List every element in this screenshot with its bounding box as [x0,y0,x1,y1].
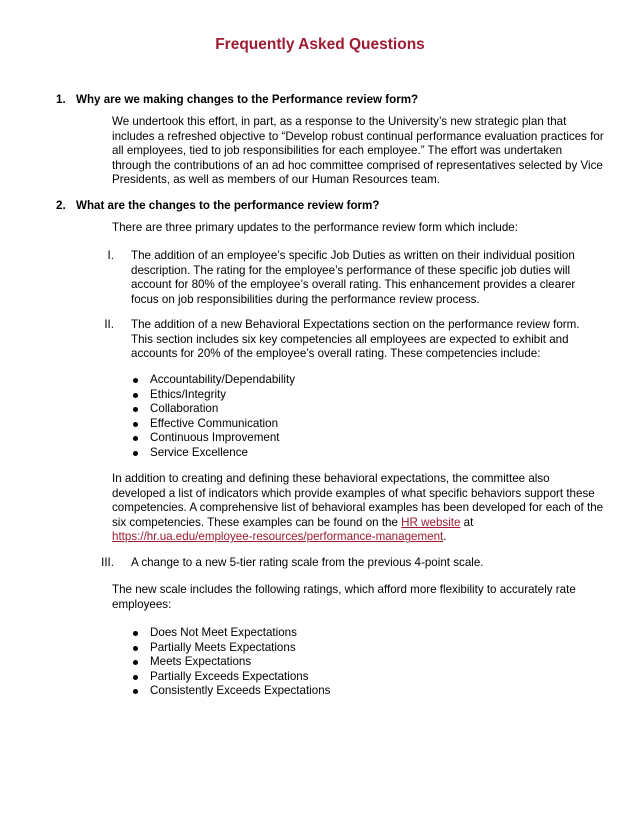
rating-scale-intro: The new scale includes the following ratings, which afford more flexibility to accurately rate employees: [112,583,576,611]
list-item: Partially Exceeds Expectations [130,670,330,685]
list-item: Continuous Improvement [130,431,295,446]
behavior-examples-paragraph [112,472,604,545]
list-item: Consistently Exceeds Expectations [130,684,330,699]
performance-management-url-link[interactable]: https://hr.ua.edu/employee-resources/performance-management [112,530,444,544]
question-1-heading [56,93,418,108]
list-item: Collaboration [130,402,295,417]
question-1-answer: We undertook this effort, in part, as a response to the University’s new strategic plan that includes a refreshed objective to “Develop robust continual performance evaluation practices for all employees, tied to job responsibilities for each employee.” The effort was undertaken through the contributions of an ad hoc committee comprised of representatives selected by Vice Presidents, as well as members of our Human Resources team. [112,115,604,187]
paragraph-text: In addition to creating and defining these behavioral expectations, the committee also developed a list of indicators which provide examples of what specific behaviors support these competencies. A comprehensive list of behavioral examples has been developed for each of the six competencies. These examples can be found on the [112,472,604,529]
roman-numeral: II. [104,318,114,331]
list-item: Service Excellence [130,446,295,461]
link-connector: at [460,515,474,529]
list-item: Meets Expectations [130,655,330,670]
competency-list [130,373,295,460]
update-text: A change to a new 5-tier rating scale from the previous 4-point scale. [131,556,484,569]
paragraph-end: . [443,530,447,544]
question-number: 1. [56,93,66,106]
update-text: The addition of a new Behavioral Expectations section on the performance review form. This section includes six key competencies all employees are expected to exhibit and accounts for 20% of the employee’s overall rating. These competencies include: [131,318,580,361]
roman-numeral: I. [107,249,114,262]
question-number: 2. [56,199,66,212]
list-item: Accountability/Dependability [130,373,295,388]
question-2-heading [56,199,379,214]
roman-numeral: III. [101,556,114,569]
list-item: Effective Communication [130,417,295,432]
list-item: Partially Meets Expectations [130,641,330,656]
page-title: Frequently Asked Questions [215,36,425,53]
question-text: Why are we making changes to the Performance review form? [76,93,419,106]
question-text: What are the changes to the performance review form? [76,199,380,212]
question-2-intro: There are three primary updates to the performance review form which include: [112,221,518,234]
hr-website-link[interactable]: HR website [401,515,461,529]
update-text: The addition of an employee’s specific Job Duties as written on their individual position description. The rating for the employee’s performance of these specific job duties will account for 80% of the employee’s overall rating. This enhancement provides a clearer focus on job responsibilities during the performance review process. [131,249,576,306]
rating-list [130,626,330,699]
list-item: Does Not Meet Expectations [130,626,330,641]
list-item: Ethics/Integrity [130,388,295,403]
